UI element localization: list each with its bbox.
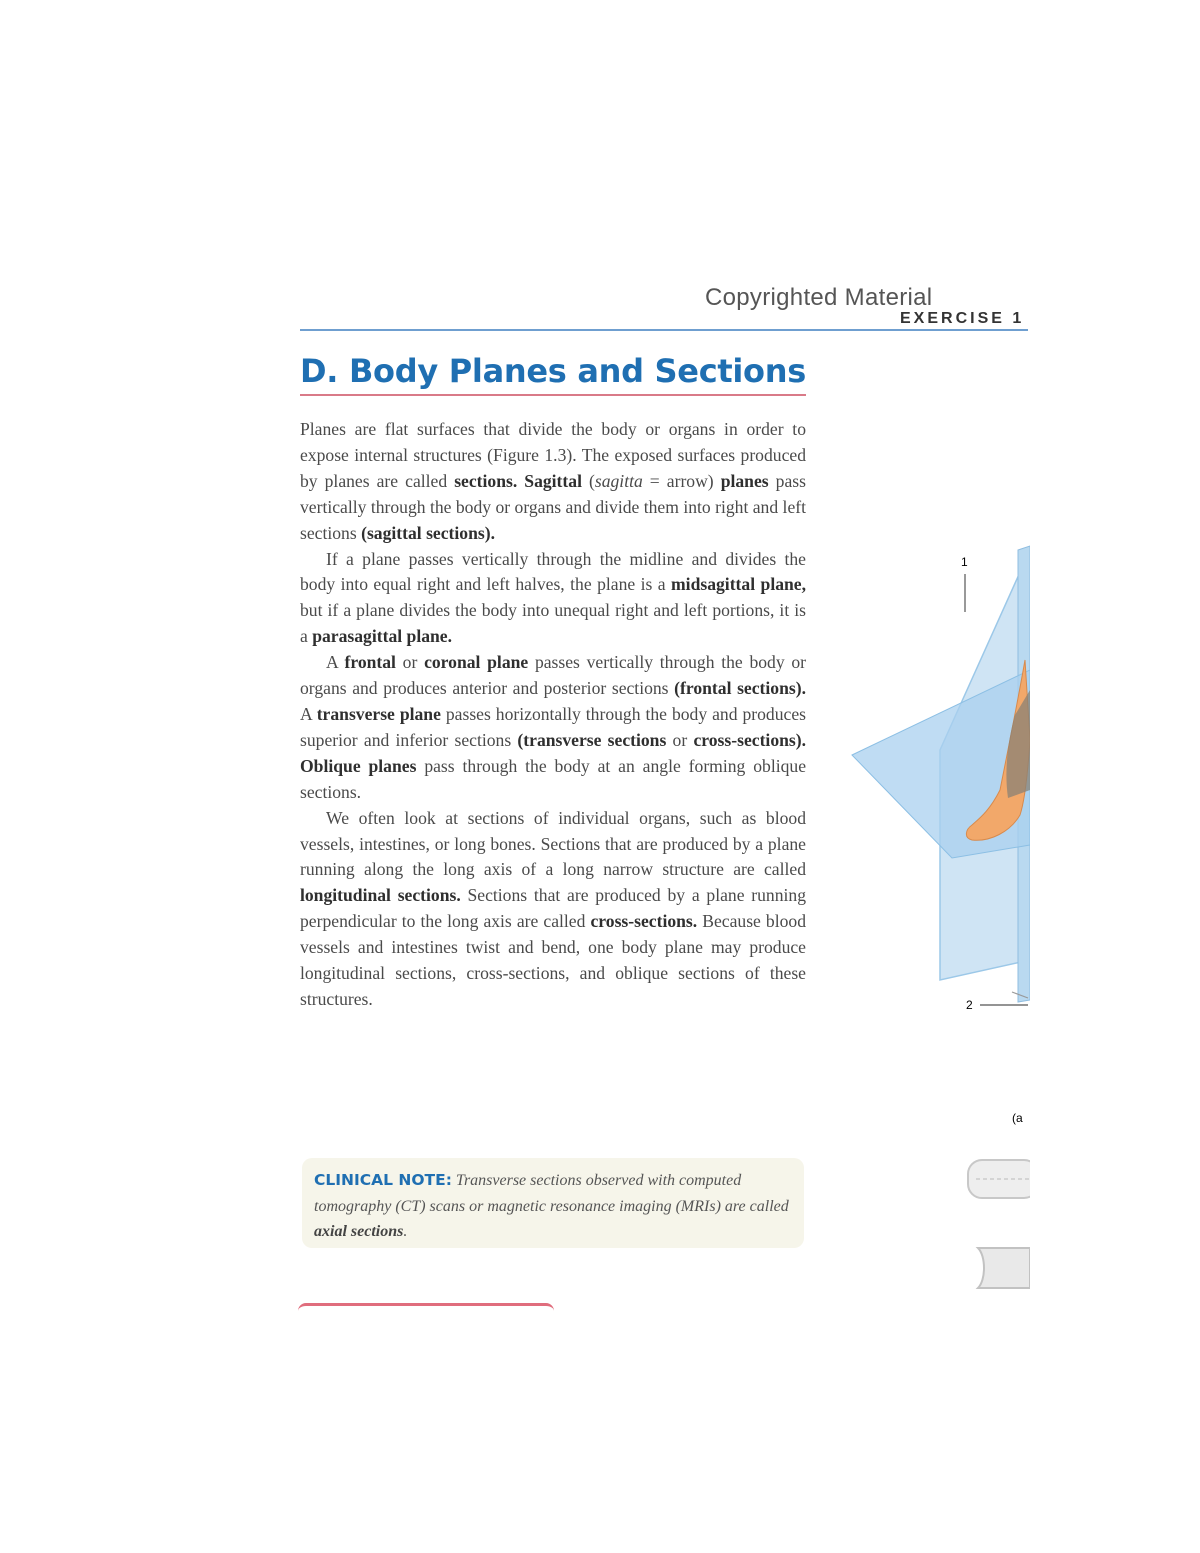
figure-panel-label: (a (1012, 1111, 1023, 1125)
figure-label-1: 1 (961, 555, 968, 569)
next-section-header-bar (298, 1303, 554, 1312)
tube-cross-section (978, 1248, 1030, 1288)
body-planes-figure (840, 540, 1030, 1300)
clinical-note-label: CLINICAL NOTE: (314, 1171, 452, 1189)
paragraph-midsagittal: If a plane passes vertically through the midline and divides the body into equal right and left halves, the plane is a midsagittal plane, but if a plane divides the body into unequal right and left portions, it is a parasagittal plane. (300, 548, 806, 647)
clinical-note: CLINICAL NOTE: Transverse sections observed with computed tomography (CT) scans or magnetic resonance imaging (MRIs) are called axial sections. (314, 1171, 789, 1240)
copyright-watermark: Copyrighted Material (705, 284, 933, 311)
header-divider (300, 329, 1028, 331)
section-title: D. Body Planes and Sections (300, 352, 806, 390)
title-underline (300, 394, 806, 396)
paragraph-planes: Planes are flat surfaces that divide the body or organs in order to expose internal structures (Figure 1.3). The exposed surfaces produced by planes are called sections. Sagittal (sagitta = arrow) planes pass vertically through the body or organs and divide them into right and left sections (sagittal sections). (300, 419, 806, 543)
body-text (300, 417, 806, 1013)
paragraph-organ-sections: We often look at sections of individual organs, such as blood vessels, intestines, or long bones. Sections that are produced by a plane running along the long axis of a long narrow structure are called longitudinal sections. Sections that are produced by a plane running perpendicular to the long axis are called cross-sections. Because blood vessels and intestines twist and bend, one body plane may produce longitudinal sections, cross-sections, and oblique sections of these structures. (300, 807, 806, 1009)
exercise-running-head: EXERCISE 1 (900, 310, 1025, 327)
figure-label-2: 2 (966, 998, 973, 1012)
paragraph-frontal-transverse: A frontal or coronal plane passes vertically through the body or organs and produces anterior and posterior sections (frontal sections). A transverse plane passes horizontally through the body and produces superior and inferior sections (transverse sections or cross-sections). Oblique planes pass through the body at an angle forming oblique sections. (300, 652, 807, 802)
